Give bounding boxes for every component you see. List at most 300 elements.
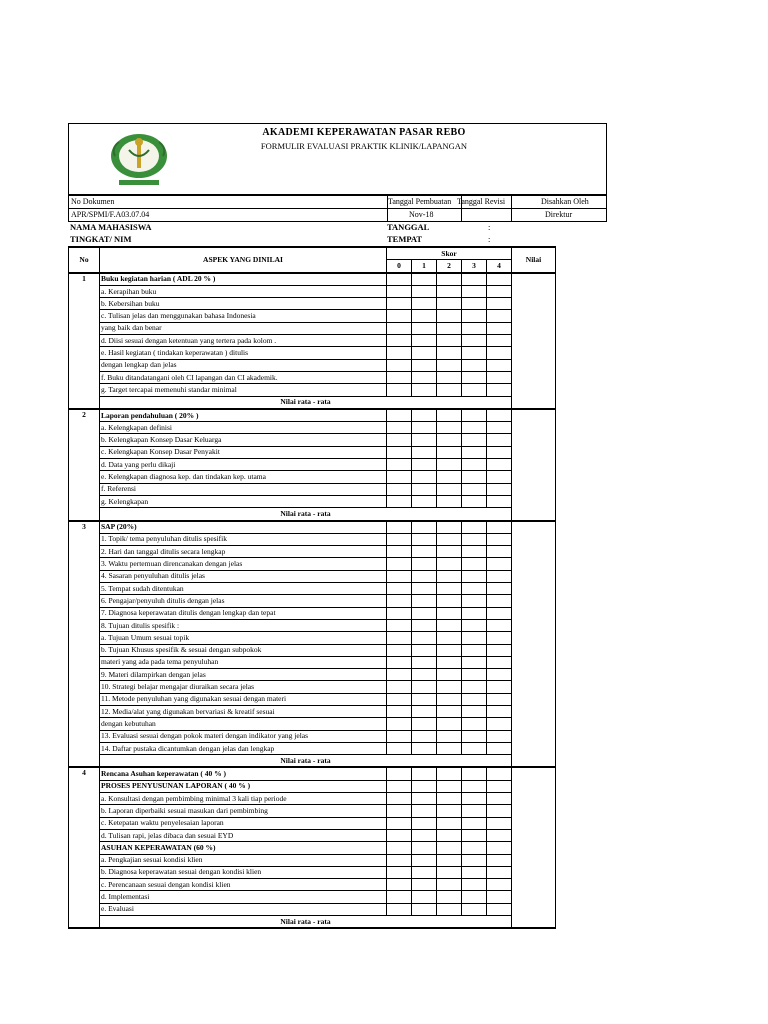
score-cell[interactable] [412,533,437,545]
score-cell[interactable] [487,644,512,656]
score-cell[interactable] [437,371,462,383]
score-cell[interactable] [462,409,487,422]
score-cell[interactable] [462,347,487,359]
score-cell[interactable] [462,595,487,607]
score-cell[interactable] [487,842,512,854]
score-cell[interactable] [437,693,462,705]
score-cell[interactable] [387,742,412,754]
nilai-cell[interactable] [512,495,556,507]
aspect-item: a. Kerapihan buku [100,285,387,297]
score-cell[interactable] [437,322,462,334]
score-cell[interactable] [387,335,412,347]
nilai-cell[interactable] [512,446,556,458]
nilai-cell[interactable] [512,891,556,903]
score-cell[interactable] [437,533,462,545]
score-cell[interactable] [437,805,462,817]
score-cell[interactable] [412,409,437,422]
nilai-cell[interactable] [512,742,556,754]
nilai-cell[interactable] [512,730,556,742]
nilai-cell[interactable] [512,793,556,805]
score-cell[interactable] [487,903,512,915]
score-cell[interactable] [437,347,462,359]
score-cell[interactable] [437,570,462,582]
score-cell[interactable] [412,681,437,693]
score-cell[interactable] [412,434,437,446]
score-cell[interactable] [387,595,412,607]
score-cell[interactable] [412,521,437,534]
score-cell[interactable] [412,903,437,915]
score-cell[interactable] [462,471,487,483]
score-cell[interactable] [462,570,487,582]
score-cell[interactable] [412,558,437,570]
score-cell[interactable] [487,767,512,780]
score-cell[interactable] [437,546,462,558]
nilai-cell[interactable] [512,285,556,297]
score-cell[interactable] [487,891,512,903]
score-cell[interactable] [487,632,512,644]
score-cell[interactable] [387,409,412,422]
nilai-cell[interactable] [512,583,556,595]
score-cell[interactable] [412,359,437,371]
score-cell[interactable] [437,879,462,891]
score-cell[interactable] [412,298,437,310]
score-cell[interactable] [387,347,412,359]
score-cell[interactable] [487,446,512,458]
score-cell[interactable] [387,842,412,854]
score-cell[interactable] [412,669,437,681]
score-cell[interactable] [437,595,462,607]
score-cell[interactable] [437,335,462,347]
score-cell[interactable] [487,879,512,891]
score-cell[interactable] [437,446,462,458]
score-cell[interactable] [462,854,487,866]
score-cell[interactable] [487,322,512,334]
score-cell[interactable] [437,669,462,681]
nilai-cell[interactable] [512,409,556,422]
score-cell[interactable] [412,483,437,495]
score-cell[interactable] [412,495,437,507]
score-cell[interactable] [462,669,487,681]
score-cell[interactable] [387,371,412,383]
nilai-cell[interactable] [512,681,556,693]
score-cell[interactable] [412,644,437,656]
score-cell[interactable] [487,705,512,717]
score-cell[interactable] [462,705,487,717]
score-cell[interactable] [412,829,437,841]
score-cell[interactable] [462,829,487,841]
score-cell[interactable] [462,891,487,903]
score-cell[interactable] [437,384,462,396]
score-cell[interactable] [387,298,412,310]
score-cell[interactable] [387,780,412,792]
score-cell[interactable] [487,371,512,383]
score-cell[interactable] [387,793,412,805]
score-cell[interactable] [437,619,462,631]
score-cell[interactable] [437,434,462,446]
score-cell[interactable] [462,866,487,878]
score-cell[interactable] [387,434,412,446]
nilai-cell[interactable] [512,829,556,841]
score-cell[interactable] [437,483,462,495]
score-cell[interactable] [412,310,437,322]
score-cell[interactable] [412,335,437,347]
score-cell[interactable] [387,805,412,817]
score-cell[interactable] [412,793,437,805]
score-cell[interactable] [387,310,412,322]
score-cell[interactable] [462,483,487,495]
score-cell[interactable] [462,656,487,668]
score-cell[interactable] [462,422,487,434]
score-cell[interactable] [437,891,462,903]
score-cell[interactable] [412,879,437,891]
nilai-cell[interactable] [512,693,556,705]
score-cell[interactable] [487,558,512,570]
score-cell[interactable] [387,644,412,656]
score-cell[interactable] [387,384,412,396]
nilai-cell[interactable] [512,879,556,891]
score-cell[interactable] [387,570,412,582]
score-cell[interactable] [487,780,512,792]
score-cell[interactable] [462,767,487,780]
score-cell[interactable] [387,866,412,878]
nilai-cell[interactable] [512,805,556,817]
score-cell[interactable] [487,310,512,322]
score-cell[interactable] [462,322,487,334]
score-cell[interactable] [487,298,512,310]
score-cell[interactable] [437,829,462,841]
score-cell[interactable] [462,619,487,631]
score-cell[interactable] [487,546,512,558]
score-cell[interactable] [387,558,412,570]
score-cell[interactable] [487,335,512,347]
score-cell[interactable] [412,817,437,829]
score-cell[interactable] [412,322,437,334]
score-cell[interactable] [487,273,512,286]
score-cell[interactable] [487,730,512,742]
score-cell[interactable] [437,854,462,866]
score-cell[interactable] [462,742,487,754]
score-cell[interactable] [487,595,512,607]
score-cell[interactable] [462,730,487,742]
nilai-cell[interactable] [512,866,556,878]
score-cell[interactable] [487,285,512,297]
score-cell[interactable] [412,842,437,854]
score-cell[interactable] [387,459,412,471]
nilai-cell[interactable] [512,619,556,631]
score-cell[interactable] [437,866,462,878]
score-cell[interactable] [462,793,487,805]
score-cell[interactable] [437,767,462,780]
nilai-cell[interactable] [512,335,556,347]
nilai-cell[interactable] [512,705,556,717]
score-cell[interactable] [437,359,462,371]
score-cell[interactable] [487,471,512,483]
score-cell[interactable] [462,583,487,595]
score-cell[interactable] [462,558,487,570]
score-cell[interactable] [437,742,462,754]
score-cell[interactable] [487,434,512,446]
score-cell[interactable] [487,619,512,631]
score-cell[interactable] [412,546,437,558]
table-row [69,285,556,297]
score-cell[interactable] [412,767,437,780]
score-cell[interactable] [437,656,462,668]
score-cell[interactable] [387,533,412,545]
nilai-cell[interactable] [512,903,556,915]
score-cell[interactable] [462,273,487,286]
nilai-cell[interactable] [512,371,556,383]
score-cell[interactable] [387,607,412,619]
score-cell[interactable] [387,903,412,915]
score-cell[interactable] [437,705,462,717]
score-cell[interactable] [412,718,437,730]
score-cell[interactable] [487,693,512,705]
score-cell[interactable] [487,817,512,829]
average-value[interactable] [512,916,556,929]
nilai-cell[interactable] [512,607,556,619]
nilai-cell[interactable] [512,817,556,829]
score-cell[interactable] [387,471,412,483]
score-cell[interactable] [462,780,487,792]
score-cell[interactable] [462,298,487,310]
score-cell[interactable] [387,718,412,730]
score-cell[interactable] [487,854,512,866]
score-cell[interactable] [412,273,437,286]
score-cell[interactable] [487,384,512,396]
score-cell[interactable] [462,632,487,644]
nilai-cell[interactable] [512,310,556,322]
score-cell[interactable] [412,285,437,297]
score-cell[interactable] [437,285,462,297]
score-cell[interactable] [487,805,512,817]
score-cell[interactable] [487,829,512,841]
score-cell[interactable] [462,681,487,693]
score-cell[interactable] [487,347,512,359]
score-cell[interactable] [387,619,412,631]
score-cell[interactable] [387,446,412,458]
score-cell[interactable] [437,521,462,534]
score-cell[interactable] [462,371,487,383]
score-cell[interactable] [437,780,462,792]
nilai-cell[interactable] [512,359,556,371]
nilai-cell[interactable] [512,780,556,792]
score-cell[interactable] [437,471,462,483]
score-cell[interactable] [487,866,512,878]
nilai-cell[interactable] [512,298,556,310]
score-cell[interactable] [412,730,437,742]
score-cell[interactable] [412,347,437,359]
score-cell[interactable] [412,854,437,866]
score-cell[interactable] [462,434,487,446]
nilai-cell[interactable] [512,459,556,471]
score-cell[interactable] [487,422,512,434]
score-cell[interactable] [387,422,412,434]
score-cell[interactable] [412,891,437,903]
score-cell[interactable] [387,730,412,742]
nilai-cell[interactable] [512,384,556,396]
score-cell[interactable] [462,521,487,534]
score-cell[interactable] [437,793,462,805]
score-cell[interactable] [387,693,412,705]
score-cell[interactable] [462,285,487,297]
score-cell[interactable] [462,446,487,458]
score-cell[interactable] [412,866,437,878]
score-cell[interactable] [487,607,512,619]
score-cell[interactable] [437,730,462,742]
score-cell[interactable] [387,879,412,891]
score-cell[interactable] [412,570,437,582]
nilai-cell[interactable] [512,767,556,780]
score-cell[interactable] [387,669,412,681]
score-cell[interactable] [387,322,412,334]
average-value[interactable] [512,755,556,768]
score-cell[interactable] [462,879,487,891]
score-cell[interactable] [462,903,487,915]
score-cell[interactable] [462,310,487,322]
nilai-cell[interactable] [512,656,556,668]
nilai-cell[interactable] [512,669,556,681]
average-value[interactable] [512,508,556,521]
nilai-cell[interactable] [512,570,556,582]
score-cell[interactable] [412,780,437,792]
score-cell[interactable] [437,310,462,322]
score-cell[interactable] [387,891,412,903]
score-cell[interactable] [387,829,412,841]
score-cell[interactable] [487,409,512,422]
nilai-cell[interactable] [512,471,556,483]
nilai-cell[interactable] [512,558,556,570]
score-cell[interactable] [437,583,462,595]
nilai-cell[interactable] [512,322,556,334]
score-cell[interactable] [412,805,437,817]
score-cell[interactable] [387,495,412,507]
score-cell[interactable] [387,767,412,780]
score-cell[interactable] [412,656,437,668]
score-cell[interactable] [387,359,412,371]
score-cell[interactable] [462,546,487,558]
score-cell[interactable] [437,681,462,693]
score-cell[interactable] [487,521,512,534]
score-cell[interactable] [412,471,437,483]
score-cell[interactable] [487,359,512,371]
score-cell[interactable] [487,793,512,805]
score-cell[interactable] [387,273,412,286]
score-cell[interactable] [437,718,462,730]
score-cell[interactable] [437,422,462,434]
nilai-cell[interactable] [512,434,556,446]
score-cell[interactable] [437,273,462,286]
score-cell[interactable] [462,718,487,730]
score-cell[interactable] [387,681,412,693]
nilai-cell[interactable] [512,422,556,434]
score-cell[interactable] [412,705,437,717]
score-cell[interactable] [462,335,487,347]
score-cell[interactable] [437,903,462,915]
score-cell[interactable] [387,705,412,717]
score-cell[interactable] [387,632,412,644]
score-cell[interactable] [487,669,512,681]
score-cell[interactable] [437,842,462,854]
score-cell[interactable] [437,632,462,644]
average-value[interactable] [512,396,556,409]
score-cell[interactable] [487,533,512,545]
score-cell[interactable] [387,854,412,866]
score-cell[interactable] [487,495,512,507]
score-cell[interactable] [487,570,512,582]
nilai-cell[interactable] [512,483,556,495]
score-cell[interactable] [387,521,412,534]
score-cell[interactable] [412,607,437,619]
score-cell[interactable] [412,742,437,754]
score-cell[interactable] [437,409,462,422]
score-cell[interactable] [462,805,487,817]
score-cell[interactable] [387,817,412,829]
nilai-cell[interactable] [512,546,556,558]
score-cell[interactable] [487,718,512,730]
score-cell[interactable] [387,483,412,495]
score-cell[interactable] [487,656,512,668]
score-cell[interactable] [437,644,462,656]
score-cell[interactable] [437,607,462,619]
score-cell[interactable] [412,371,437,383]
score-cell[interactable] [462,693,487,705]
score-cell[interactable] [437,558,462,570]
score-cell[interactable] [387,583,412,595]
score-cell[interactable] [462,384,487,396]
score-cell[interactable] [412,459,437,471]
nilai-cell[interactable] [512,273,556,286]
score-cell[interactable] [412,619,437,631]
score-cell[interactable] [437,459,462,471]
nilai-cell[interactable] [512,842,556,854]
score-cell[interactable] [487,583,512,595]
score-cell[interactable] [387,546,412,558]
score-cell[interactable] [412,422,437,434]
nilai-cell[interactable] [512,718,556,730]
nilai-cell[interactable] [512,632,556,644]
score-cell[interactable] [437,298,462,310]
score-cell[interactable] [462,495,487,507]
score-cell[interactable] [462,359,487,371]
score-cell[interactable] [487,742,512,754]
score-cell[interactable] [412,446,437,458]
score-cell[interactable] [487,483,512,495]
nilai-cell[interactable] [512,521,556,534]
nilai-cell[interactable] [512,595,556,607]
score-cell[interactable] [462,817,487,829]
score-cell[interactable] [462,842,487,854]
score-cell[interactable] [412,384,437,396]
score-cell[interactable] [437,495,462,507]
score-cell[interactable] [412,632,437,644]
score-cell[interactable] [487,459,512,471]
score-cell[interactable] [462,644,487,656]
score-cell[interactable] [462,607,487,619]
score-cell[interactable] [487,681,512,693]
score-cell[interactable] [462,533,487,545]
score-cell[interactable] [412,693,437,705]
score-cell[interactable] [437,817,462,829]
score-cell[interactable] [387,285,412,297]
score-cell[interactable] [412,583,437,595]
score-cell[interactable] [387,656,412,668]
nilai-cell[interactable] [512,644,556,656]
nilai-cell[interactable] [512,854,556,866]
score-cell[interactable] [412,595,437,607]
score-cell[interactable] [462,459,487,471]
nilai-cell[interactable] [512,347,556,359]
nilai-cell[interactable] [512,533,556,545]
